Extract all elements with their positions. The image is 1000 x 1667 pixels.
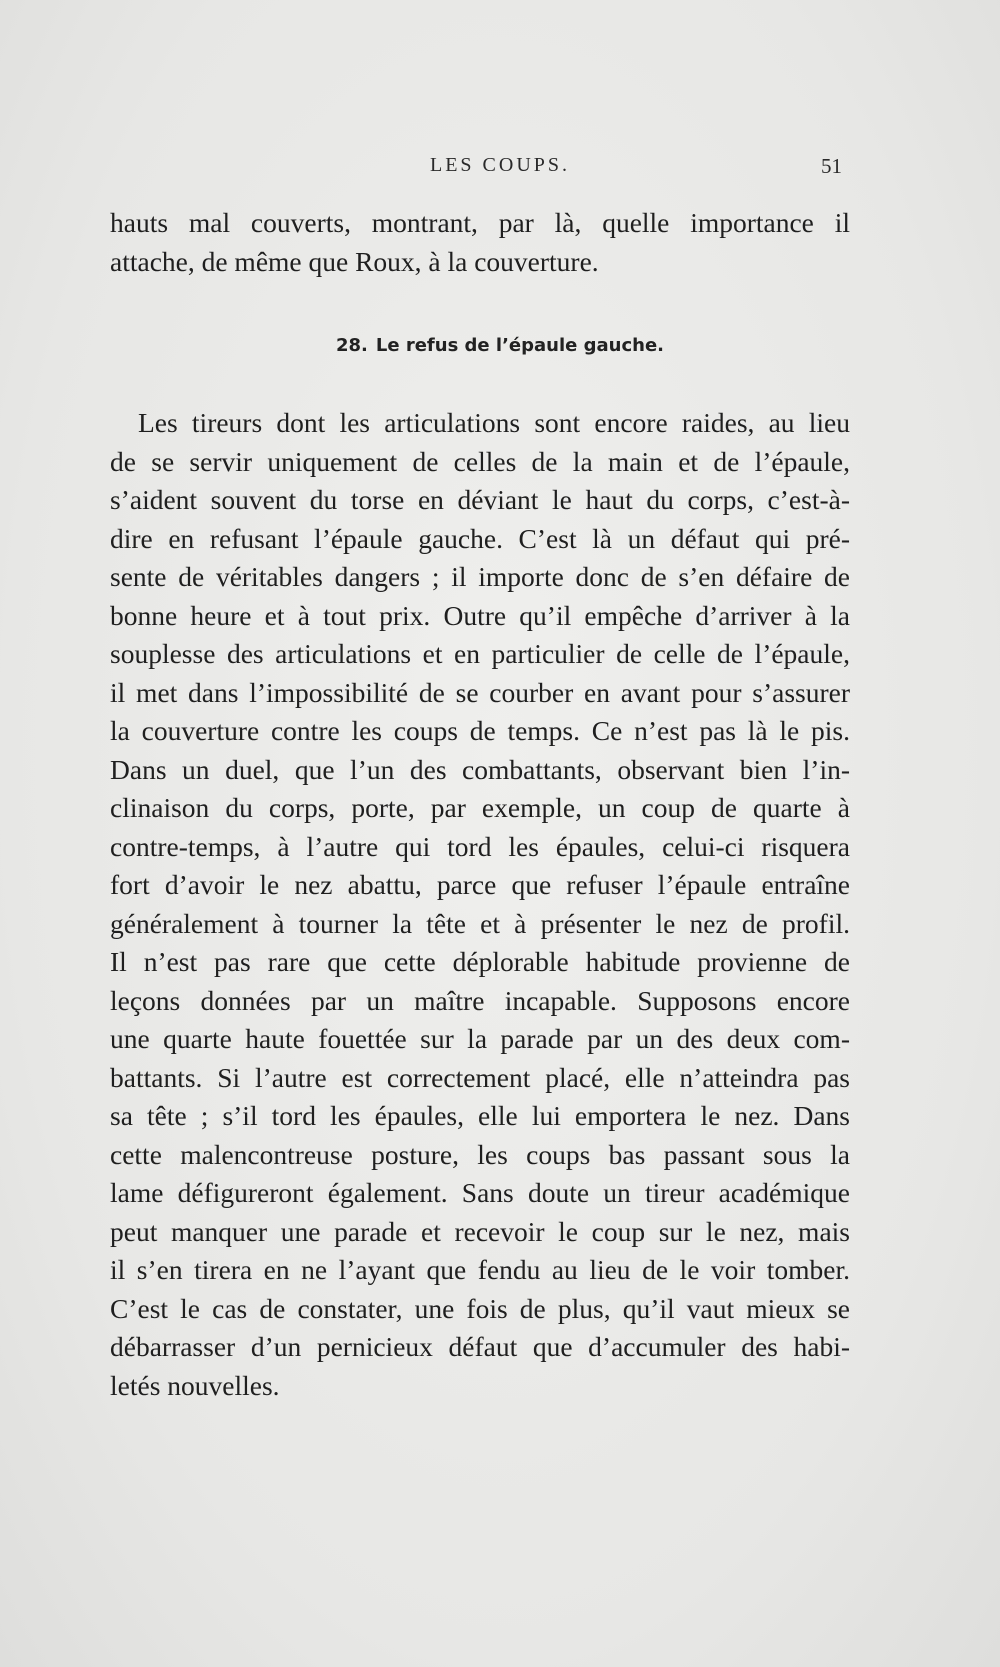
text-line: sa tête ; s’il tord les épaules, elle lui emportera le nez. Dans [110,1100,850,1131]
text-line: souplesse des articulations et en particulier de celle de l’épaule, [110,638,850,669]
text-line: clinaison du corps, porte, par exemple, un coup de quarte à [110,792,850,823]
text-line: de se servir uniquement de celles de la main et de l’épaule, [110,445,850,477]
text-line: lame défigureront également. Sans doute un tireur académique [110,1177,850,1208]
text-line: débarrasser d’un pernicieux défaut que d’accumuler des habi- [110,1331,850,1362]
text-line: attache, de même que Roux, à la couverture. [110,245,599,277]
text-line: sente de véritables dangers ; il importe donc de s’en défaire de [110,561,850,592]
text-line: Il n’est pas rare que cette déplorable habitude provienne de [110,946,850,977]
text-line: C’est le cas de constater, une fois de plus, qu’il vaut mieux se [110,1292,850,1324]
text-line: Dans un duel, que l’un des combattants, observant bien l’in- [110,753,850,785]
text-line: une quarte haute fouettée sur la parade par un des deux com- [110,1023,850,1054]
text-line: leçons données par un maître incapable. Supposons encore [110,984,850,1016]
text-line: la couverture contre les coups de temps. Ce n’est pas là le pis. [110,715,850,746]
text-line: fort d’avoir le nez abattu, parce que refuser l’épaule entraîne [110,869,850,900]
text-line: cette malencontreuse posture, les coups bas passant sous la [110,1138,850,1170]
text-line: s’aident souvent du torse en déviant le haut du corps, c’est-à- [110,484,850,515]
text-line: contre-temps, à l’autre qui tord les épaules, celui-ci risquera [110,830,850,862]
page-number: 51 [821,154,842,178]
text-line: hauts mal couverts, montrant, par là, quelle importance il [110,207,850,238]
running-head [0,154,1000,184]
section-title: Le refus de l’épaule gauche. [375,335,664,356]
running-title: LES COUPS. [429,154,571,176]
text-line: il met dans l’impossibilité de se courber en avant pour s’assurer [110,676,850,708]
section-number: 28. [336,335,368,356]
text-line: battants. Si l’autre est correctement placé, elle n’atteindra pas [110,1061,850,1093]
text-line: bonne heure et à tout prix. Outre qu’il empêche d’arriver à la [110,599,850,631]
text-line: peut manquer une parade et recevoir le coup sur le nez, mais [110,1215,850,1247]
intro-paragraph [110,204,850,281]
section-heading [0,335,1000,356]
body-paragraph [110,404,850,1405]
text-line: généralement à tourner la tête et à présenter le nez de profil. [110,907,850,939]
text-line: Les tireurs dont les articulations sont encore raides, au lieu [138,407,850,438]
text-line: letés nouvelles. [110,1369,280,1401]
text-line: dire en refusant l’épaule gauche. C’est là un défaut qui pré- [110,522,850,554]
text-line: il s’en tirera en ne l’ayant que fendu au lieu de le voir tomber. [110,1254,850,1285]
